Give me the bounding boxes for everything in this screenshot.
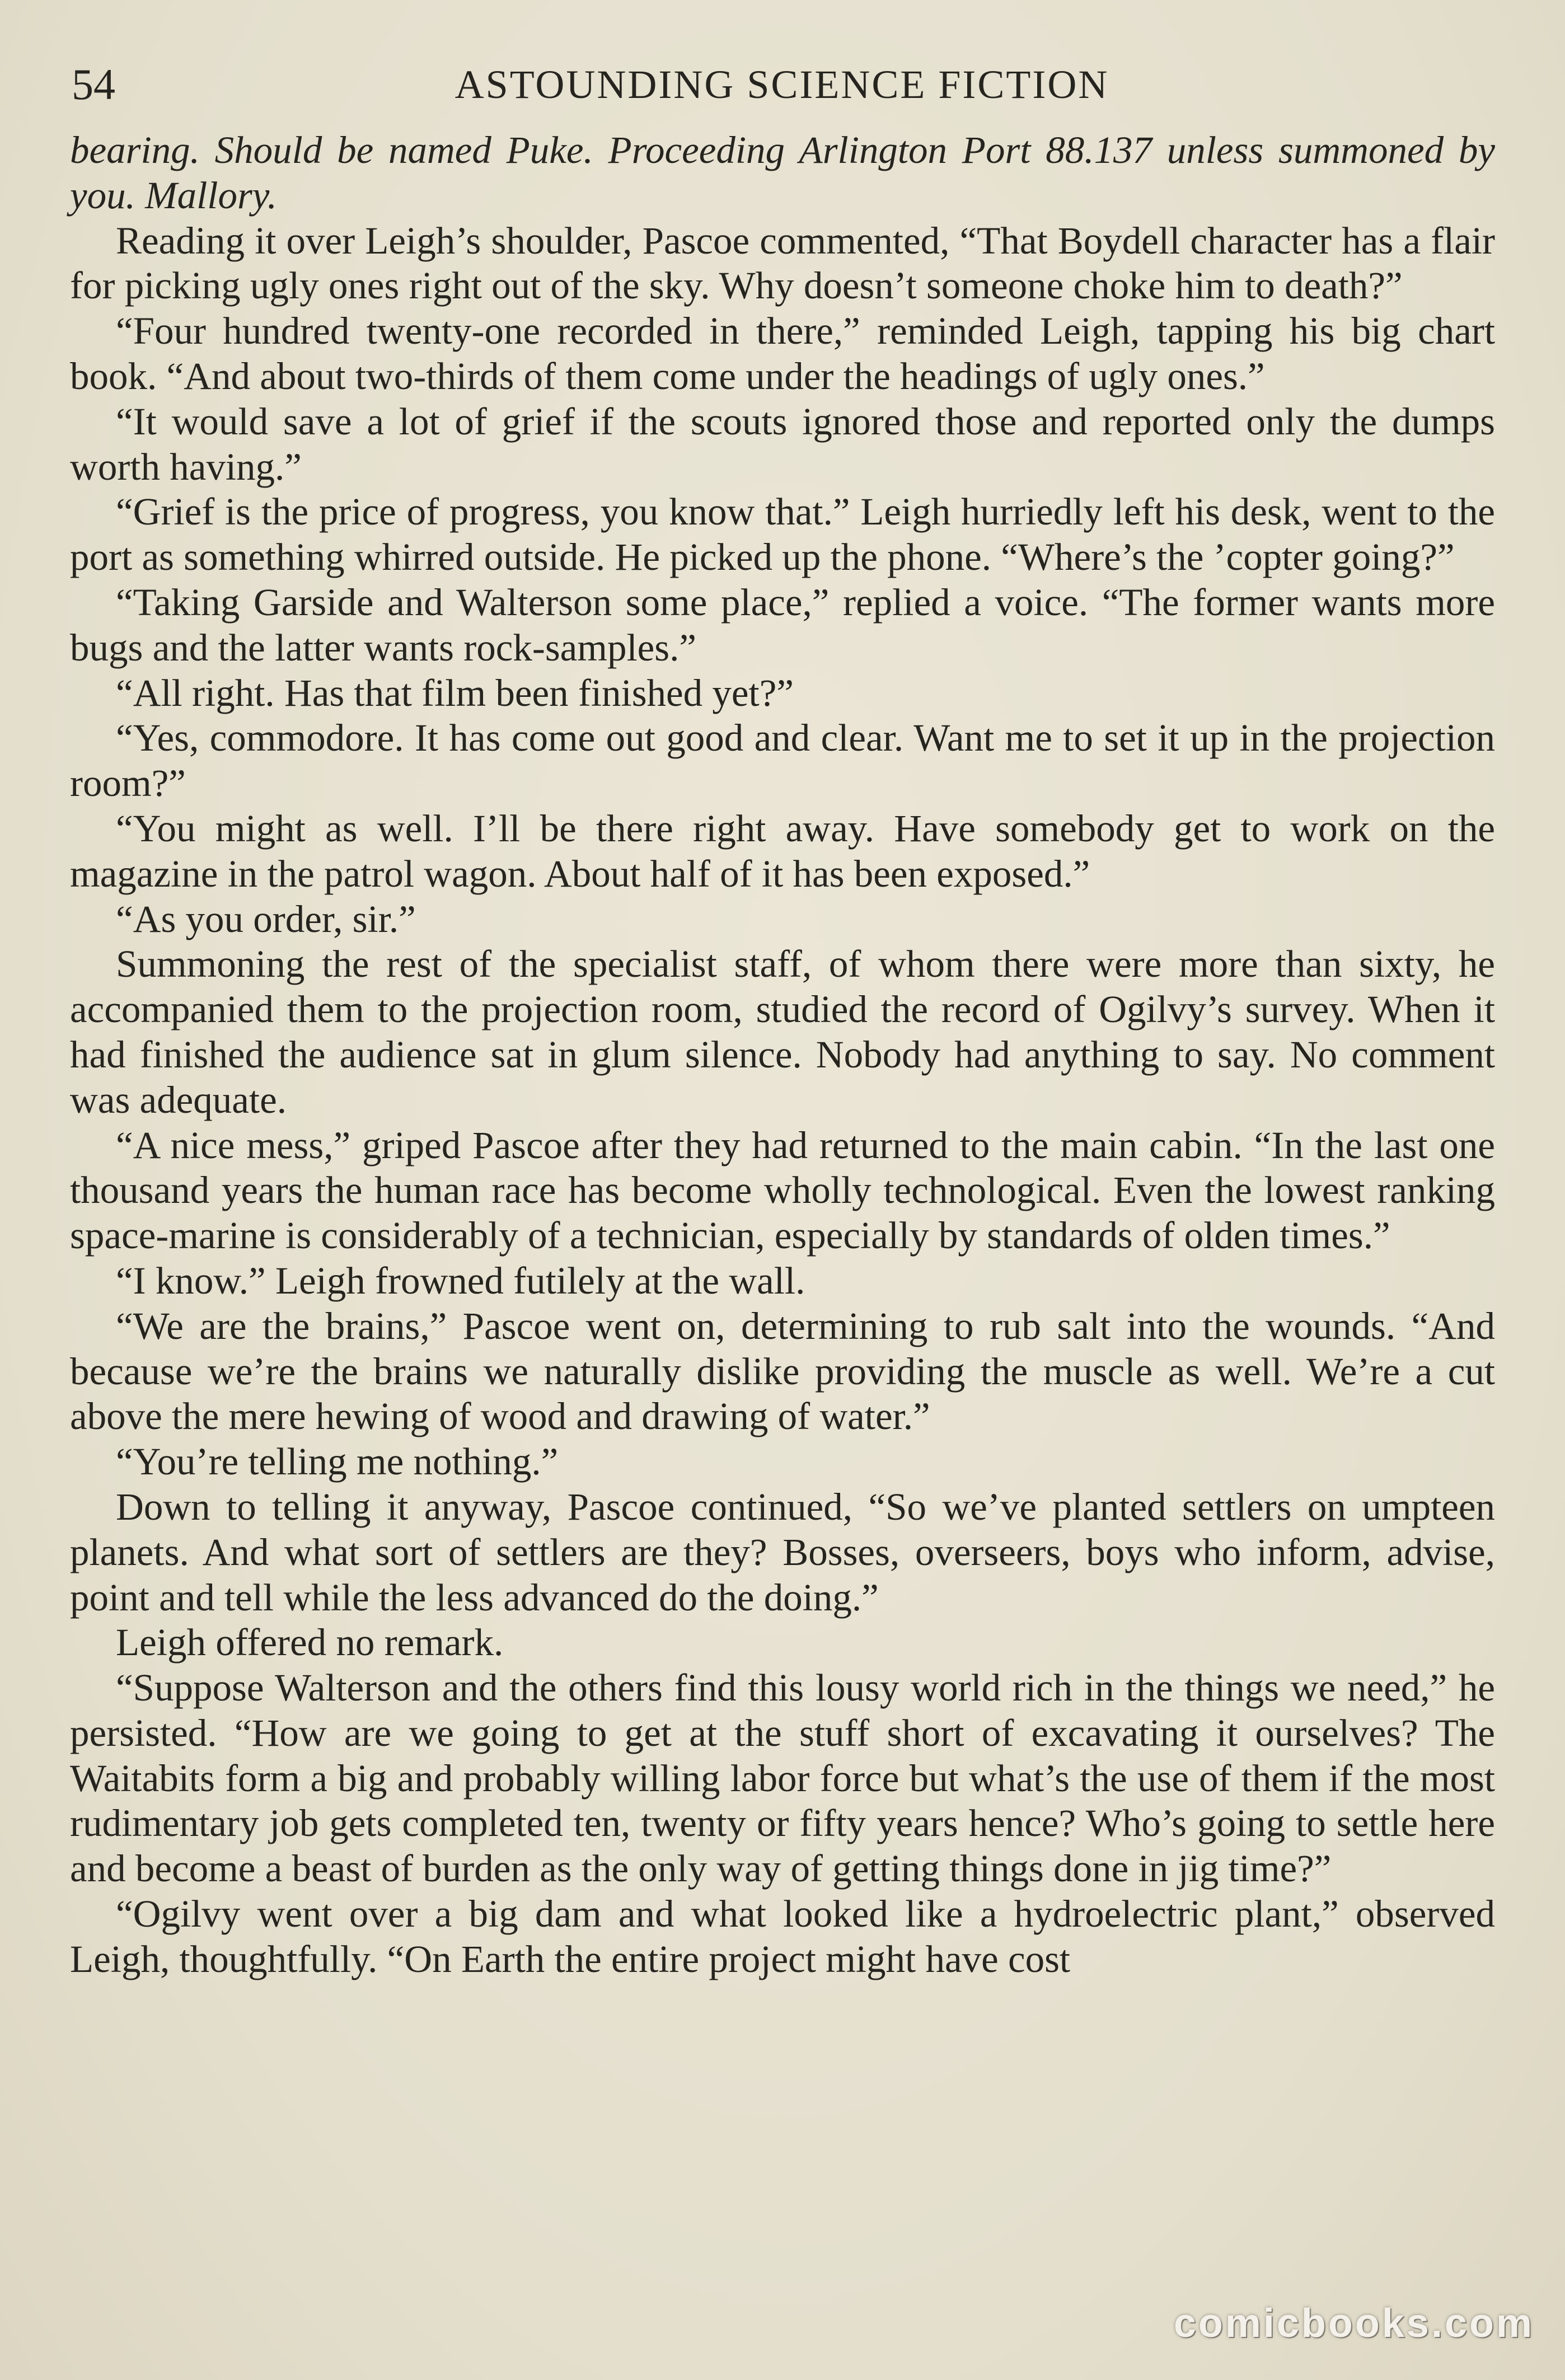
paragraph: “As you order, sir.” bbox=[116, 897, 416, 940]
paragraph: “You might as well. I’ll be there right away. Have somebody get to work on the magazine in the patrol wagon. About half of it has been exposed.” bbox=[70, 807, 1495, 895]
paragraph: Reading it over Leigh’s shoulder, Pascoe commented, “That Boydell character has a flair for picking ugly ones right out of the sky. Why doesn’t someone choke him to death?” bbox=[70, 219, 1495, 307]
paragraph: “Suppose Walterson and the others find this lousy world rich in the things we need,” he persisted. “How are we going to get at the stuff short of excavating it ourselves? The Waitabits form a big and probably willing labor force but what’s the use of them if the most rudimentary job gets completed ten, twenty or fifty years hence? Who’s going to settle here and become a beast of burden as the only way of getting things done in jig time?” bbox=[70, 1666, 1495, 1890]
running-head: ASTOUNDING SCIENCE FICTION bbox=[454, 62, 1109, 107]
paragraph: “Four hundred twenty-one recorded in there,” reminded Leigh, tapping his big chart book. “And about two-thirds of them come under the headings of ugly ones.” bbox=[70, 310, 1495, 397]
paragraph: bearing. Should be named Puke. Proceeding Arlington Port 88.137 unless summoned by you. Mallory. bbox=[70, 129, 1495, 217]
paragraph: “It would save a lot of grief if the scouts ignored those and reported only the dumps worth having.” bbox=[70, 400, 1495, 488]
paragraph: “Yes, commodore. It has come out good and clear. Want me to set it up in the projection room?” bbox=[70, 716, 1495, 805]
page-number: 54 bbox=[72, 60, 115, 109]
paragraph: “I know.” Leigh frowned futilely at the wall. bbox=[116, 1259, 805, 1302]
source-watermark: comicbooks.com bbox=[1173, 2301, 1534, 2346]
paragraph: “We are the brains,” Pascoe went on, determining to rub salt into the wounds. “And because we’re the brains we naturally dislike providing the muscle as well. We’re a cut above the mere hewing of wood and drawing of water.” bbox=[70, 1304, 1495, 1438]
paragraph: “Grief is the price of progress, you know that.” Leigh hurriedly left his desk, went to the port as something whirred outside. He picked up the phone. “Where’s the ’copter going?” bbox=[70, 490, 1495, 579]
paragraph: “All right. Has that film been finished yet?” bbox=[116, 671, 794, 714]
paragraph: “Ogilvy went over a big dam and what looked like a hydroelectric plant,” observed Leigh, thoughtfully. “On Earth the entire project might have cost bbox=[70, 1892, 1495, 1980]
paragraph: “A nice mess,” griped Pascoe after they had returned to the main cabin. “In the last one thousand years the human race has become wholly technological. Even the lowest ranking space-marine is considerably of a technician, especially by standards of olden times.” bbox=[70, 1123, 1495, 1257]
story-text bbox=[70, 128, 1495, 1982]
paragraph: Down to telling it anyway, Pascoe continued, “So we’ve planted settlers on umpteen planets. And what sort of settlers are they? Bosses, overseers, boys who inform, advise, point and tell while the less advanced do the doing.” bbox=[70, 1485, 1495, 1619]
paragraph: “Taking Garside and Walterson some place,” replied a voice. “The former wants more bugs and the latter wants rock-samples.” bbox=[70, 580, 1495, 669]
page-header bbox=[72, 54, 1492, 115]
paragraph: Summoning the rest of the specialist staff, of whom there were more than sixty, he accompanied them to the projection room, studied the record of Ogilvy’s survey. When it had finished the audience sat in glum silence. Nobody had anything to say. No comment was adequate. bbox=[70, 943, 1495, 1121]
paragraph: Leigh offered no remark. bbox=[116, 1621, 504, 1664]
paragraph: “You’re telling me nothing.” bbox=[116, 1440, 559, 1483]
